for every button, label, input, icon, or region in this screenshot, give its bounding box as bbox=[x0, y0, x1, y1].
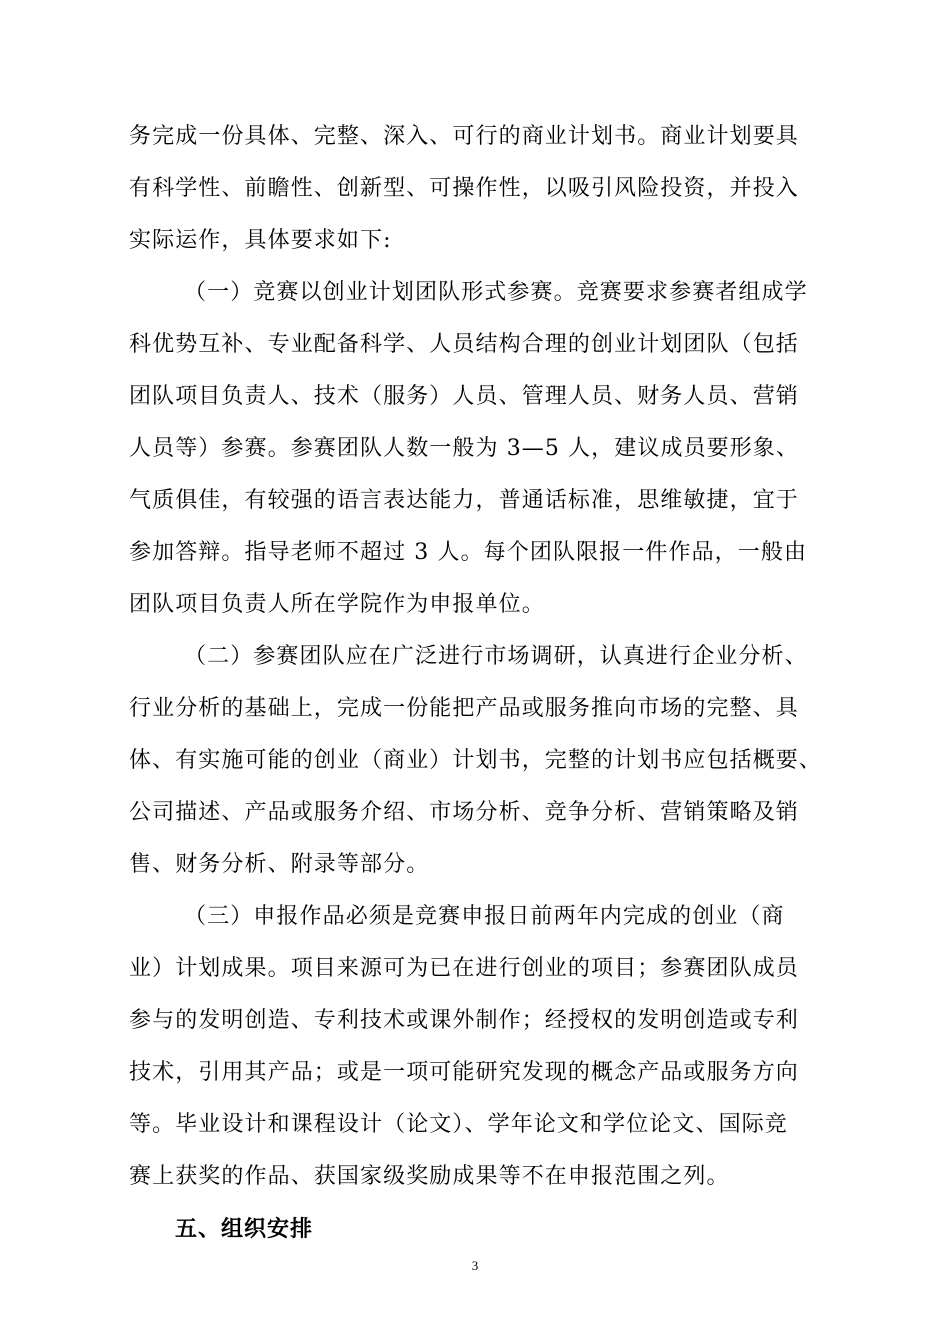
body-text-line: 参与的发明创造、专利技术或课外制作；经授权的发明创造或专利 bbox=[129, 1008, 799, 1033]
page-number: 3 bbox=[471, 1258, 479, 1273]
section-heading: 五、组织安排 bbox=[175, 1216, 314, 1242]
paragraph-1-start: （一）竞赛以创业计划团队形式参赛。竞赛要求参赛者组成学 bbox=[184, 280, 808, 305]
paragraph-3-start: （三）申报作品必须是竞赛申报日前两年内完成的创业（商 bbox=[184, 904, 785, 929]
body-text-line: 参加答辩。指导老师不超过 3 人。每个团队限报一件作品，一般由 bbox=[129, 540, 808, 565]
body-text-line: 公司描述、产品或服务介绍、市场分析、竞争分析、营销策略及销 bbox=[129, 800, 799, 825]
body-text-line: 有科学性、前瞻性、创新型、可操作性，以吸引风险投资，并投入 bbox=[129, 176, 799, 201]
body-text-line: 科优势互补、专业配备科学、人员结构合理的创业计划团队（包括 bbox=[129, 332, 799, 357]
body-text-line: 人员等）参赛。参赛团队人数一般为 3—5 人，建议成员要形象、 bbox=[129, 436, 800, 461]
paragraph-2-start: （二）参赛团队应在广泛进行市场调研，认真进行企业分析、 bbox=[184, 644, 808, 669]
body-text-line: 实际运作，具体要求如下: bbox=[129, 228, 392, 253]
body-text-line: 业）计划成果。项目来源可为已在进行创业的项目；参赛团队成员 bbox=[129, 956, 799, 981]
body-text-line: 团队项目负责人所在学院作为申报单位。 bbox=[129, 592, 545, 617]
body-text-line: 务完成一份具体、完整、深入、可行的商业计划书。商业计划要具 bbox=[129, 124, 799, 149]
body-text-line: 体、有实施可能的创业（商业）计划书，完整的计划书应包括概要、 bbox=[129, 748, 823, 773]
body-text-line: 行业分析的基础上，完成一份能把产品或服务推向市场的完整、具 bbox=[129, 696, 799, 721]
body-text-line: 售、财务分析、附录等部分。 bbox=[129, 852, 430, 877]
body-text-line: 等。毕业设计和课程设计（论文）、学年论文和学位论文、国际竞 bbox=[129, 1112, 788, 1137]
body-text-line: 技术，引用其产品；或是一项可能研究发现的概念产品或服务方向 bbox=[129, 1060, 799, 1085]
body-text-line: 气质俱佳，有较强的语言表达能力，普通话标准，思维敏捷，宜于 bbox=[129, 488, 799, 513]
body-text-line: 赛上获奖的作品、获国家级奖励成果等不在申报范围之列。 bbox=[129, 1164, 730, 1189]
body-text-line: 团队项目负责人、技术（服务）人员、管理人员、财务人员、营销 bbox=[129, 384, 799, 409]
